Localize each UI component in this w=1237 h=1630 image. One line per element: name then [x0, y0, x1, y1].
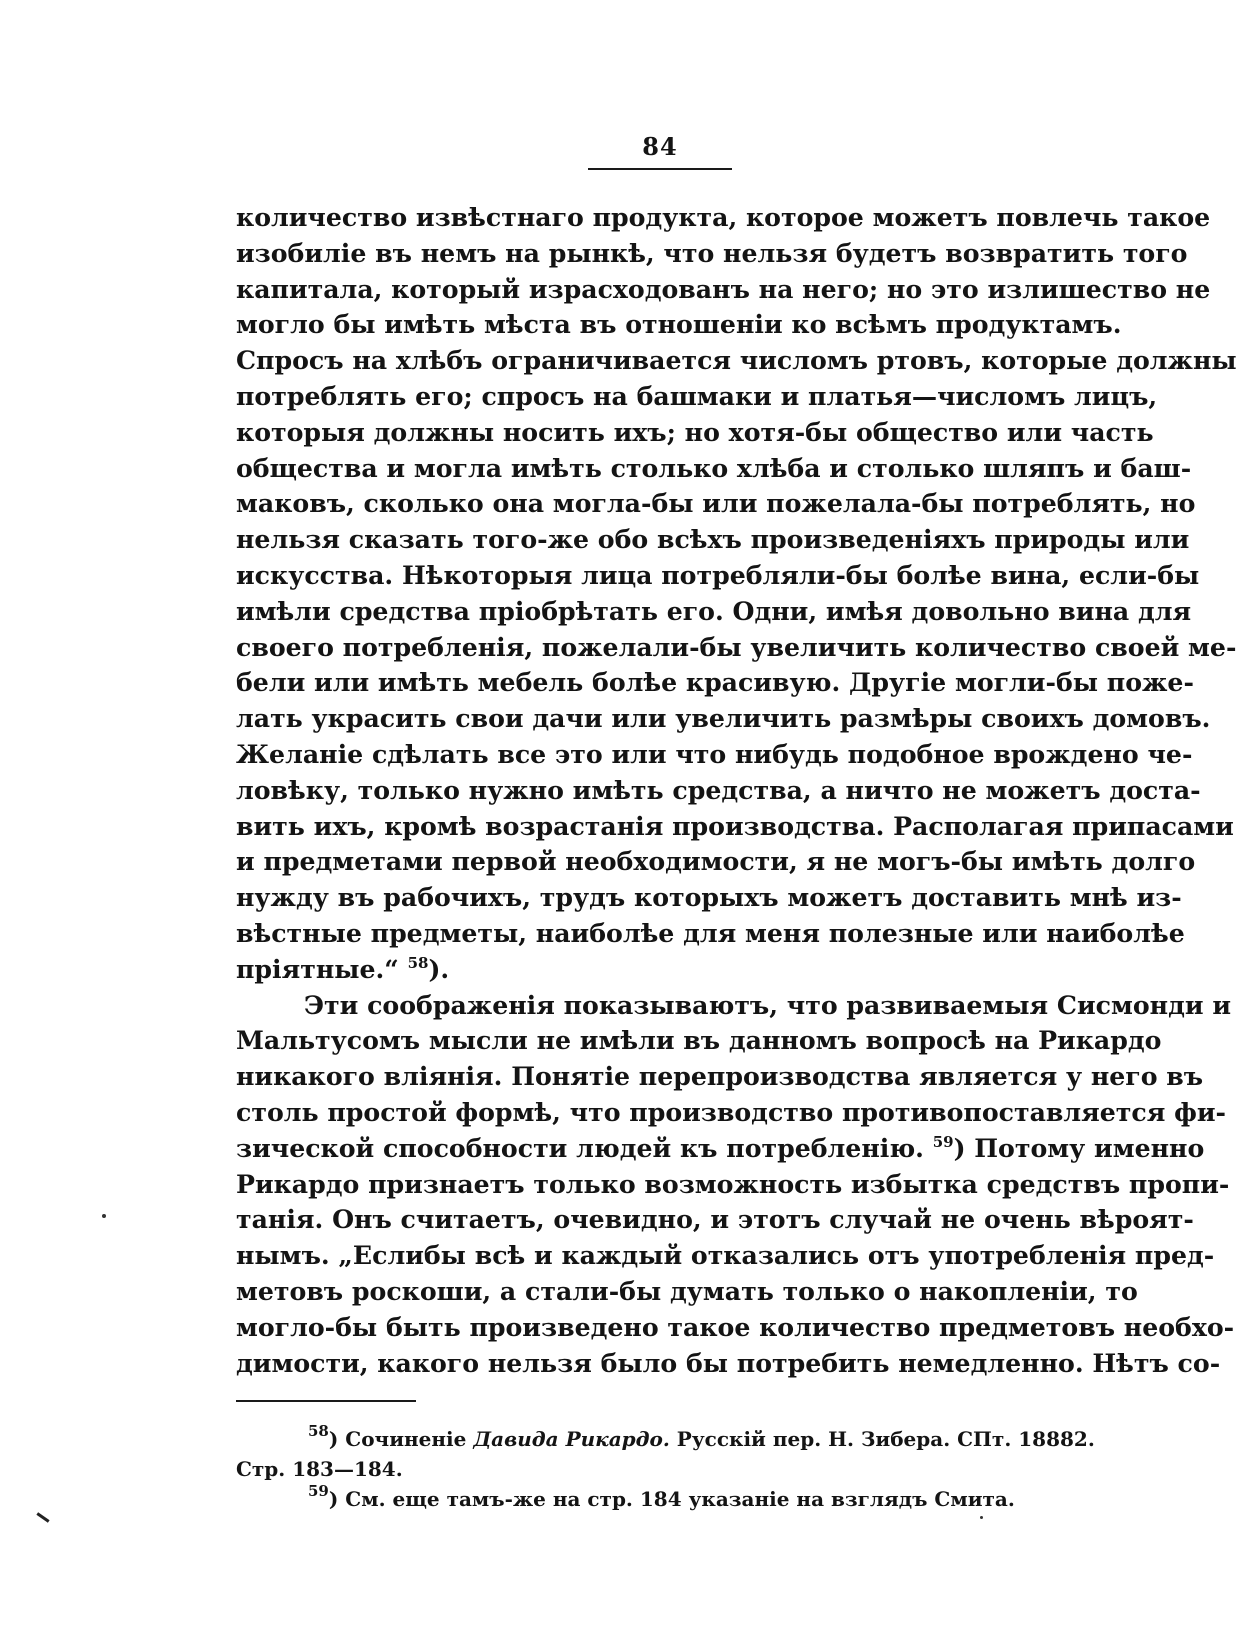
text-line: потреблять его; спросъ на башмаки и платья—числомъ лицъ, — [236, 380, 1158, 411]
text-line: количество извѣстнаго продукта, которое можетъ повлечь такое — [236, 202, 1211, 232]
quote-ref-tail: ). — [428, 953, 450, 984]
text-line: нымъ. „Еслибы всѣ и каждый отказались отъ употребленія пред- — [236, 1240, 1215, 1271]
page-number: 84 — [642, 132, 678, 161]
text-line: которыя должны носить ихъ; но хотя-бы общество или часть — [236, 416, 1154, 447]
text-line: капитала, который израсходованъ на него; но это излишество не — [236, 273, 1211, 304]
line-text: зической способности людей къ потребленію. — [236, 1132, 924, 1163]
text-line: искусства. Нѣкоторыя лица потребляли-бы болѣе вина, если-бы — [236, 559, 1200, 590]
text-line: танія. Онъ считаетъ, очевидно, и этотъ случай не очень вѣроят- — [236, 1204, 1194, 1235]
text-line: Спросъ на хлѣбъ ограничивается числомъ ртовъ, которые должны — [236, 345, 1237, 376]
text-line: ловѣку, только нужно имѣть средства, а ничто не можетъ доста- — [236, 774, 1201, 805]
footnote-59 — [236, 1484, 1088, 1514]
text-line: нельзя сказать того-же обо всѣхъ произведеніяхъ природы или — [236, 524, 1190, 555]
text-line: метовъ роскоши, а стали-бы думать только о накопленіи, то — [236, 1275, 1138, 1306]
footnote-marker: 59 — [308, 1482, 329, 1500]
text-line: Рикардо признаетъ только возможность избытка средствъ пропи- — [236, 1168, 1230, 1199]
footnotes — [236, 1422, 1095, 1514]
text-line: общества и могла имѣть столько хлѣба и столько шляпъ и баш- — [236, 452, 1192, 483]
scan-mark — [36, 1512, 49, 1522]
quote-end-line — [236, 952, 1088, 988]
text-line: никакого вліянія. Понятіе перепроизводства является у него въ — [236, 1061, 1204, 1092]
text-line: могло-бы быть произведено такое количество предметовъ необхо- — [236, 1311, 1235, 1342]
line-tail: ) Потому именно — [953, 1132, 1205, 1163]
text-line: нужду въ рабочихъ, трудъ которыхъ можетъ доставить мнѣ из- — [236, 882, 1182, 913]
text-line: маковъ, сколько она могла-бы или пожелала-бы потреблять, но — [236, 488, 1196, 519]
text-line: и предметами первой необходимости, я не могъ-бы имѣть долго — [236, 846, 1196, 877]
scan-speck — [102, 1214, 106, 1218]
main-text — [236, 200, 1237, 1381]
footnote-ref-59[interactable]: 59 — [932, 1132, 954, 1151]
text-line: Желаніе сдѣлать все это или что нибудь подобное врождено че- — [236, 738, 1193, 769]
text-line: лать украсить свои дачи или увеличить размѣры своихъ домовъ. — [236, 703, 1211, 734]
text-line: Мальтусомъ мысли не имѣли въ данномъ вопросѣ на Рикардо — [236, 1025, 1162, 1056]
quote-end-text: пріятные.“ — [236, 953, 399, 984]
header-rule — [588, 168, 732, 170]
footnote-rest: Русскій пер. Н. Зибера. СПт. 18882. — [669, 1427, 1095, 1451]
text-line-with-ref — [236, 1131, 1205, 1167]
text-line: имѣли средства пріобрѣтать его. Одни, имѣя довольно вина для — [236, 595, 1192, 626]
footnote-title: Давида Рикардо. — [473, 1427, 670, 1451]
footnote-rule — [236, 1400, 416, 1402]
text-line: могло бы имѣть мѣста въ отношеніи ко всѣмъ продуктамъ. — [236, 309, 1122, 340]
footnote-marker: 58 — [308, 1422, 329, 1440]
text-line: вить ихъ, кромѣ возрастанія производства. Располагая припасами — [236, 810, 1234, 841]
footnote-prefix: ) Сочиненіе — [328, 1427, 474, 1451]
footnote-58-continued: Стр. 183—184. — [236, 1457, 403, 1481]
text-line: столь простой формѣ, что производство противопоставляется фи- — [236, 1096, 1226, 1127]
paragraph-first-line: Эти соображенія показываютъ, что развиваемыя Сисмонди и — [304, 989, 1232, 1020]
footnote-prefix: ) См. еще тамъ-же на стр. 184 указаніе на взглядъ Смита. — [328, 1487, 1015, 1511]
footnote-58 — [236, 1422, 1095, 1454]
text-line: вѣстные предметы, наиболѣе для меня полезные или наиболѣе — [236, 917, 1185, 948]
text-line: изобиліе въ немъ на рынкѣ, что нельзя будетъ возвратить того — [236, 237, 1188, 268]
text-line: димости, какого нельзя было бы потребить немедленно. Нѣтъ со- — [236, 1347, 1221, 1378]
text-line: своего потребленія, пожелали-бы увеличить количество своей ме- — [236, 631, 1237, 662]
footnote-ref-58[interactable]: 58 — [407, 953, 429, 972]
text-line: бели или имѣть мебель болѣе красивую. Другіе могли-бы поже- — [236, 667, 1194, 698]
scan-speck — [980, 1516, 983, 1519]
